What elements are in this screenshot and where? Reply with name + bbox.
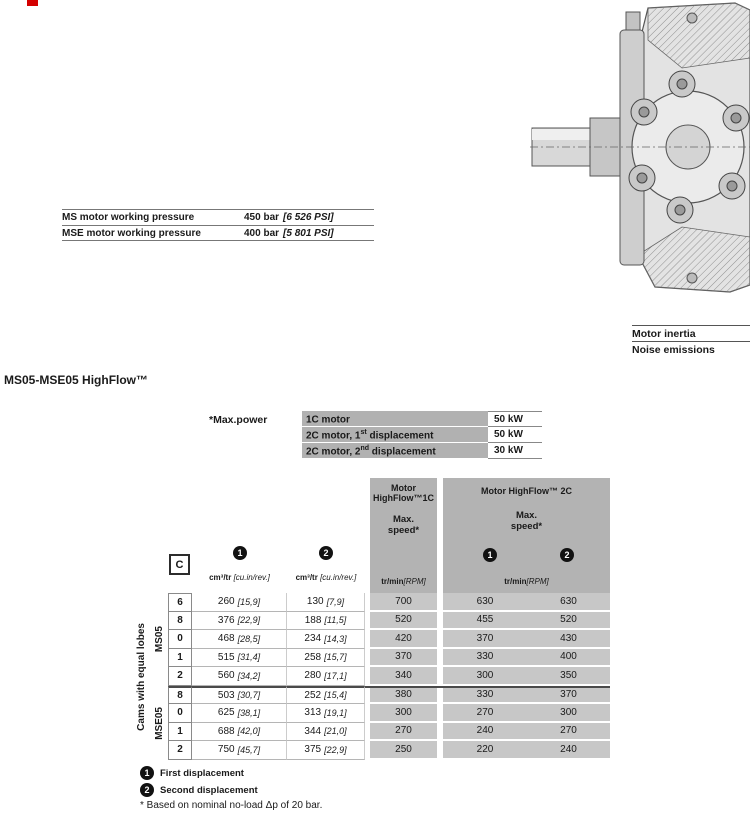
speed-unit-imperial: [RPM]	[526, 577, 549, 586]
table-row	[168, 723, 610, 742]
pressure-value-imperial: [5 801 PSI]	[283, 227, 334, 239]
max-speed-1c-cell-text: 520	[395, 614, 412, 626]
vertical-label-text: MS05	[154, 626, 165, 653]
max-speed-1c-cell-text: 420	[395, 632, 412, 644]
displacement-2-cell-text: 258	[304, 651, 322, 663]
power-row-name	[302, 411, 488, 427]
disp-unit-metric: cm³/tr	[295, 573, 318, 582]
max-speed-2c-d1-cell-text: 455	[476, 614, 494, 626]
header-motor-highflow-1c	[370, 478, 437, 593]
speed-unit-metric: tr/min	[381, 577, 404, 586]
cams-count-cell-text: 2	[177, 744, 183, 756]
section-label-mse05	[152, 686, 167, 760]
max-speed-2c-d2-cell	[527, 723, 610, 742]
max-speed-2c-d1-cell	[443, 667, 527, 686]
pressure-label: MS motor working pressure	[62, 212, 195, 223]
max-speed-2c-d1-cell-text: 300	[476, 669, 494, 681]
max-speed-2c-d2-cell-text: 430	[560, 632, 577, 644]
displacement-2-cell-text: 234	[304, 633, 322, 645]
displacement-1-cell-text: [28,5]	[237, 633, 261, 644]
max-speed-1c-cell-text: 370	[395, 651, 412, 663]
table-row	[168, 667, 610, 686]
pressure-value	[244, 212, 334, 223]
power-row-name	[302, 427, 488, 443]
cams-count-cell-text: 8	[177, 614, 183, 626]
max-speed-line: Max.	[392, 514, 415, 525]
speed-unit-imperial: [RPM]	[403, 577, 426, 586]
displacement-unit-label	[287, 573, 365, 582]
power-row-name-suffix: displacement	[369, 446, 436, 458]
max-speed-2c-d1-cell-text: 630	[476, 595, 494, 607]
max-speed-2c-d1-cell-text: 240	[476, 725, 494, 737]
power-value: 50 kW	[488, 411, 542, 427]
max-speed-2c-d2-cell	[527, 649, 610, 668]
footnote-first-displacement	[140, 766, 322, 780]
displacement-1-cell	[192, 723, 287, 742]
max-speed-line: Max.	[515, 510, 538, 521]
max-speed-2c-d2-cell-text: 300	[560, 706, 577, 718]
footnote-asterisk-note: * Based on nominal no-load Δp of 20 bar.	[140, 800, 323, 811]
power-row-name-suffix: displacement	[366, 430, 434, 442]
max-speed-2c-d2-cell-text: 350	[560, 669, 577, 681]
second-displacement-badge-icon: 2	[140, 783, 154, 797]
max-speed-1c-cell	[370, 686, 437, 705]
max-speed-2c-d2-cell	[527, 667, 610, 686]
displacement-1-cell	[192, 741, 287, 760]
cams-count-cell-text: 2	[177, 670, 183, 682]
displacement-1-cell-text: [42,0]	[237, 726, 261, 737]
table-row	[168, 741, 610, 760]
displacement-2-cell-text: [15,7]	[324, 652, 347, 663]
max-speed-2c-d2-cell-text: 240	[560, 743, 577, 755]
displacement-2-cell-text: [15,4]	[324, 690, 347, 701]
max-speed-header	[370, 514, 437, 536]
cams-count-cell	[168, 649, 192, 668]
disp-unit-imperial: [cu.in/rev.]	[233, 573, 270, 582]
displacement-2-cell-text: [7,9]	[326, 596, 345, 607]
cams-count-cell-text: 6	[177, 596, 183, 608]
cams-count-cell	[168, 593, 192, 612]
max-speed-2c-d2-cell-text: 630	[560, 595, 577, 607]
pressure-label: MSE motor working pressure	[62, 227, 201, 239]
max-speed-2c-d1-cell	[443, 723, 527, 742]
pressure-value-metric: 400 bar	[244, 227, 280, 239]
speed-unit-label	[370, 577, 437, 586]
displacement-1-cell	[192, 612, 287, 631]
max-speed-2c-d2-cell	[527, 612, 610, 631]
displacement-2-cell-text: [17,1]	[324, 670, 347, 681]
max-speed-1c-cell	[370, 667, 437, 686]
table-row	[302, 427, 542, 443]
first-displacement-badge-icon: 1	[140, 766, 154, 780]
max-speed-2c-d2-cell-text: 520	[560, 614, 577, 626]
section-label-ms05	[152, 593, 167, 686]
max-speed-2c-d1-cell	[443, 686, 527, 705]
header-title-line: Motor	[391, 483, 416, 493]
max-speed-header	[443, 510, 610, 532]
disp-unit-imperial: [cu.in/rev.]	[320, 573, 357, 582]
table-row	[168, 649, 610, 668]
displacement-1-cell-text: [38,1]	[237, 707, 261, 718]
table-row	[62, 225, 374, 241]
header-motor-highflow-2c	[443, 478, 610, 593]
displacement-1-cell-text: 625	[217, 707, 235, 719]
max-speed-2c-d1-cell-text: 270	[476, 706, 494, 718]
displacement-2-cell-text: [22,9]	[324, 744, 347, 755]
displacement-speed-table	[168, 593, 610, 760]
max-speed-2c-d2-cell	[527, 630, 610, 649]
displacement-2-cell-text: 252	[304, 689, 322, 701]
cams-count-cell	[168, 723, 192, 742]
displacement-1-cell	[192, 593, 287, 612]
displacement-2-cell	[287, 630, 365, 649]
max-speed-2c-d1-cell-text: 370	[476, 632, 494, 644]
displacement-1-cell-text: 503	[217, 689, 235, 701]
max-power-label: *Max.power	[209, 414, 268, 426]
table-row	[168, 704, 610, 723]
displacement-1-cell	[192, 649, 287, 668]
table-row	[302, 411, 542, 427]
displacement-2-cell-text: 344	[304, 725, 322, 737]
cams-count-cell	[168, 704, 192, 723]
cams-icon: C	[169, 554, 190, 575]
displacement-1-cell	[192, 704, 287, 723]
displacement-2-cell	[287, 704, 365, 723]
cams-count-cell-text: 8	[177, 689, 183, 701]
max-speed-2c-d1-cell	[443, 630, 527, 649]
max-speed-1c-cell	[370, 723, 437, 742]
max-speed-1c-cell	[370, 593, 437, 612]
max-speed-2c-d1-cell	[443, 704, 527, 723]
working-pressure-table	[62, 209, 374, 241]
displacement-1-cell-text: [45,7]	[237, 744, 261, 755]
group-label-cams-with-equal-lobes	[134, 593, 149, 760]
displacement-2-cell	[287, 649, 365, 668]
table-row	[168, 593, 610, 612]
power-row-name	[302, 443, 488, 459]
displacement-2-cell	[287, 686, 365, 705]
cams-count-cell	[168, 667, 192, 686]
displacement-1-cell-text: 560	[217, 670, 235, 682]
max-speed-1c-cell-text: 380	[395, 689, 412, 701]
red-marker	[27, 0, 38, 6]
max-speed-1c-cell-text: 300	[395, 706, 412, 718]
displacement-2-cell	[287, 723, 365, 742]
displacement-2-cell	[287, 593, 365, 612]
displacement-2-cell-text: 280	[304, 670, 322, 682]
displacement-1-cell-text: [34,2]	[237, 670, 261, 681]
footnote-text: Second displacement	[160, 784, 258, 796]
displacement-2-cell-text: [21,0]	[324, 726, 347, 737]
header-title-line: Motor HighFlow™ 2C	[481, 486, 572, 496]
displacement-2-cell-text: 130	[306, 596, 324, 608]
max-speed-1c-cell-text: 700	[395, 595, 412, 607]
cams-count-cell-text: 0	[177, 707, 183, 719]
displacement-2-cell	[287, 741, 365, 760]
disp-unit-metric: cm³/tr	[209, 573, 232, 582]
power-value: 50 kW	[488, 427, 542, 443]
max-speed-2c-d2-cell	[527, 686, 610, 705]
power-value: 30 kW	[488, 443, 542, 459]
header-title-line: HighFlow™1C	[373, 493, 434, 503]
max-speed-2c-d1-cell	[443, 593, 527, 612]
cams-count-cell-text: 0	[177, 633, 183, 645]
max-speed-2c-d1-cell	[443, 741, 527, 760]
second-displacement-badge-icon: 2	[560, 548, 574, 562]
displacement-1-cell-text: 468	[217, 633, 235, 645]
max-speed-1c-cell	[370, 630, 437, 649]
power-row-name-text: 2C motor, 2	[306, 446, 361, 458]
table-row	[168, 686, 610, 705]
max-speed-1c-cell	[370, 612, 437, 631]
max-speed-1c-cell-text: 270	[395, 725, 412, 737]
max-power-table	[302, 411, 542, 459]
displacement-2-cell-text: [14,3]	[324, 633, 347, 644]
second-displacement-badge-icon: 2	[319, 546, 333, 560]
max-speed-2c-d1-cell-text: 330	[476, 689, 494, 701]
max-speed-1c-cell	[370, 741, 437, 760]
pressure-value-imperial: [6 526 PSI]	[283, 212, 334, 223]
displacement-1-cell	[192, 630, 287, 649]
displacement-unit-label	[192, 573, 287, 582]
displacement-1-cell	[192, 667, 287, 686]
footnotes	[140, 766, 322, 811]
ordinal-superscript: st	[360, 429, 367, 436]
motor-drawing-svg	[530, 0, 750, 295]
displacement-1-cell-text: 260	[217, 596, 235, 608]
max-speed-2c-d1-cell	[443, 612, 527, 631]
row-label-noise-emissions: Noise emissions	[632, 341, 750, 356]
first-displacement-badge-icon: 1	[233, 546, 247, 560]
displacement-2-cell-text: [19,1]	[324, 707, 347, 718]
max-speed-2c-d2-cell	[527, 593, 610, 612]
displacement-1-cell-text: 750	[217, 744, 235, 756]
displacement-1-cell-text: [22,9]	[237, 615, 261, 626]
table-row	[168, 612, 610, 631]
max-speed-line: speed*	[510, 521, 543, 532]
displacement-1-cell-text: 688	[217, 725, 235, 737]
max-speed-1c-cell-text: 340	[395, 669, 412, 681]
displacement-2-cell-text: [11,5]	[324, 615, 347, 626]
vertical-label-text: MSE05	[154, 706, 165, 740]
max-speed-1c-cell-text: 250	[395, 743, 412, 755]
displacement-2-cell-text: 313	[304, 707, 322, 719]
first-displacement-badge-icon: 1	[483, 548, 497, 562]
max-speed-2c-d2-cell	[527, 741, 610, 760]
cams-count-cell-text: 1	[177, 725, 183, 737]
max-speed-1c-cell	[370, 704, 437, 723]
max-speed-1c-cell	[370, 649, 437, 668]
cams-count-cell	[168, 686, 192, 705]
displacement-1-cell-text: 515	[217, 651, 235, 663]
table-row	[302, 443, 542, 459]
displacement-1-cell-text: 376	[217, 614, 235, 626]
speed-unit-label	[443, 577, 610, 586]
speed-unit-metric: tr/min	[504, 577, 527, 586]
footnote-text: First displacement	[160, 767, 244, 779]
row-label-motor-inertia: Motor inertia	[632, 325, 750, 340]
max-speed-2c-d2-cell-text: 370	[560, 689, 577, 701]
cams-count-cell-text: 1	[177, 651, 183, 663]
displacement-2-cell	[287, 612, 365, 631]
table-row	[62, 209, 374, 225]
table-row	[168, 630, 610, 649]
cams-count-cell	[168, 612, 192, 631]
max-speed-2c-d2-cell	[527, 704, 610, 723]
displacement-2-cell-text: 375	[304, 744, 322, 756]
motor-cross-section-drawing	[530, 0, 750, 295]
max-speed-2c-d2-cell-text: 270	[560, 725, 577, 737]
max-speed-2c-d1-cell-text: 220	[476, 743, 494, 755]
max-speed-2c-d2-cell-text: 400	[560, 651, 577, 663]
power-row-name-text: 1C motor	[306, 414, 350, 426]
footnote-second-displacement	[140, 783, 322, 797]
displacement-1-cell-text: [30,7]	[237, 690, 261, 701]
power-row-name-text: 2C motor, 1	[306, 430, 361, 442]
max-speed-2c-d1-cell	[443, 649, 527, 668]
displacement-1-cell	[192, 686, 287, 705]
cams-count-cell	[168, 630, 192, 649]
displacement-1-cell-text: [31,4]	[237, 652, 261, 663]
max-speed-line: speed*	[387, 525, 420, 536]
pressure-value	[244, 228, 334, 239]
max-speed-2c-d1-cell-text: 330	[476, 651, 494, 663]
section-title: MS05-MSE05 HighFlow™	[4, 373, 149, 387]
cams-count-cell	[168, 741, 192, 760]
pressure-value-metric: 450 bar	[244, 212, 280, 223]
vertical-label-text: Cams with equal lobes	[136, 622, 147, 731]
displacement-2-cell	[287, 667, 365, 686]
displacement-2-cell-text: 188	[304, 614, 322, 626]
ordinal-superscript: nd	[360, 445, 370, 452]
displacement-1-cell-text: [15,9]	[237, 596, 261, 607]
